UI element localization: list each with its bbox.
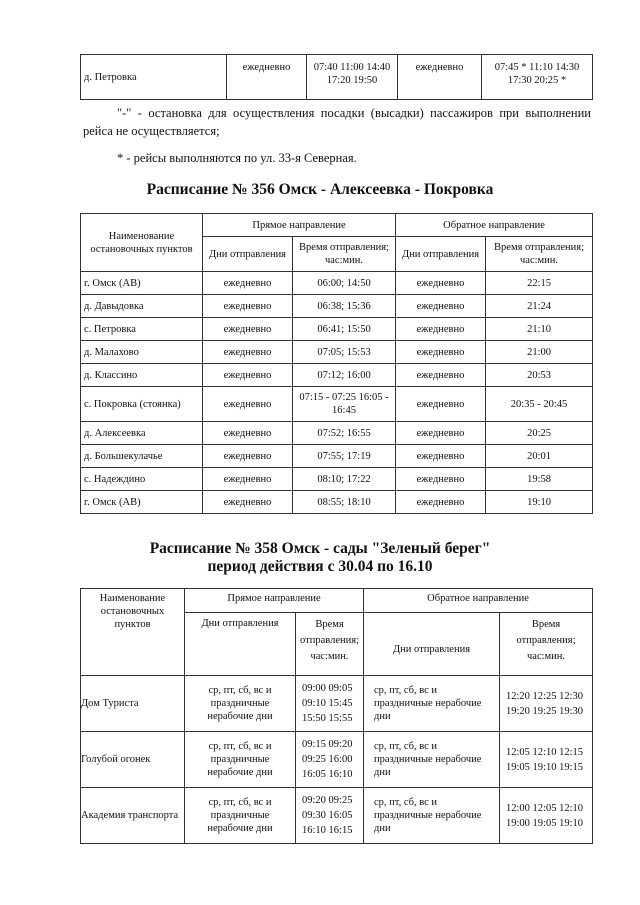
days-back: ежедневно [396,272,486,295]
schedule-358-title: Расписание № 358 Омск - сады "Зеленый берег" [149,540,491,557]
time-forward: 09:00 09:05 09:10 15:45 15:50 15:55 [296,676,364,732]
table-row [81,272,593,295]
time-forward: 07:52; 16:55 [293,422,396,445]
stop-name: д. Алексеевка [81,422,203,445]
table-row [81,676,593,732]
days-forward: ежедневно [203,468,293,491]
time-back: 21:24 [486,295,593,318]
stop-name: г. Омск (АВ) [81,272,203,295]
dash-note: "-" - остановка для осуществления посадки (высадки) пассажиров при выполнении рейса не осуществляется; [83,106,591,138]
days-forward: ежедневно [203,491,293,514]
table-row [81,788,593,844]
schedule-358-table [80,588,593,844]
days-back: ежедневно [398,55,482,100]
days-forward: ежедневно [203,272,293,295]
days-forward: ежедневно [203,318,293,341]
time-forward: 07:15 - 07:25 16:05 - 16:45 [293,387,396,422]
days-back: ежедневно [396,387,486,422]
stop-name: д. Малахово [81,341,203,364]
table-row [81,445,593,468]
time-back: 20:01 [486,445,593,468]
days-forward: ежедневно [203,295,293,318]
star-note: * - рейсы выполняются по ул. 33-я Северная. [117,151,357,165]
header-back: Обратное направление [396,214,593,237]
time-forward: 07:05; 15:53 [293,341,396,364]
header-time-back: Время отправления; час:мин. [500,613,593,676]
days-forward: ежедневно [203,445,293,468]
time-forward: 09:20 09:25 09:30 16:05 16:10 16:15 [296,788,364,844]
time-back: 20:25 [486,422,593,445]
time-back: 20:53 [486,364,593,387]
days-forward: ежедневно [203,422,293,445]
continuation-table [80,54,593,100]
days-forward: ср, пт, сб, вс и праздничные нерабочие дни [185,788,296,844]
schedule-356-table [80,213,593,514]
days-back: ежедневно [396,468,486,491]
time-back: 19:58 [486,468,593,491]
header-stops: Наименование остановочных пунктов [81,214,203,272]
days-back: ежедневно [396,341,486,364]
time-forward: 06:38; 15:36 [293,295,396,318]
stop-name: Дом Туриста [81,676,185,732]
header-days-forward: Дни отправления [185,613,296,676]
days-back: ср, пт, сб, вс и праздничные нерабочие дни [364,732,500,788]
time-forward: 06:00; 14:50 [293,272,396,295]
header-days-back: Дни отправления [396,237,486,272]
time-forward: 09:15 09:20 09:25 16:00 16:05 16:10 [296,732,364,788]
time-back: 12:05 12:10 12:15 19:05 19:10 19:15 [500,732,593,788]
stop-name: д. Классино [81,364,203,387]
table-row [81,491,593,514]
times-forward: 07:40 11:00 14:40 17:20 19:50 [307,55,398,100]
days-back: ср, пт, сб, вс и праздничные нерабочие дни [364,676,500,732]
table-row [81,732,593,788]
stop-name: с. Покровка (стоянка) [81,387,203,422]
days-back: ежедневно [396,295,486,318]
table-row [81,468,593,491]
stop-name: д. Петровка [81,55,227,100]
times-back: 07:45 * 11:10 14:30 17:30 20:25 * [482,55,593,100]
table-row [81,341,593,364]
days-back: ежедневно [396,364,486,387]
header-time-back: Время отправления; час:мин. [486,237,593,272]
stop-name: Голубой огонек [81,732,185,788]
time-back: 21:00 [486,341,593,364]
header-time-forward: Время отправления; час:мин. [293,237,396,272]
schedule-356-title: Расписание № 356 Омск - Алексеевка - Покровка [146,181,494,198]
days-forward: ежедневно [203,364,293,387]
header-forward: Прямое направление [185,589,364,613]
days-back: ежедневно [396,491,486,514]
stop-name: Академия транспорта [81,788,185,844]
time-forward: 07:12; 16:00 [293,364,396,387]
time-forward: 08:55; 18:10 [293,491,396,514]
schedule-358-period: период действия с 30.04 по 16.10 [207,558,433,575]
stop-name: г. Омск (АВ) [81,491,203,514]
time-back: 22:15 [486,272,593,295]
table-row [81,318,593,341]
table-row [81,364,593,387]
time-back: 21:10 [486,318,593,341]
days-forward: ср, пт, сб, вс и праздничные нерабочие дни [185,732,296,788]
stop-name: д. Большекулачье [81,445,203,468]
time-back: 12:00 12:05 12:10 19:00 19:05 19:10 [500,788,593,844]
days-back: ежедневно [396,422,486,445]
header-back: Обратное направление [364,589,593,613]
time-back: 12:20 12:25 12:30 19:20 19:25 19:30 [500,676,593,732]
stop-name: с. Петровка [81,318,203,341]
time-back: 20:35 - 20:45 [486,387,593,422]
days-back: ср, пт, сб, вс и праздничные нерабочие дни [364,788,500,844]
days-forward: ежедневно [227,55,307,100]
time-forward: 06:41; 15:50 [293,318,396,341]
time-back: 19:10 [486,491,593,514]
days-back: ежедневно [396,318,486,341]
days-back: ежедневно [396,445,486,468]
stop-name: д. Давыдовка [81,295,203,318]
header-days-forward: Дни отправления [203,237,293,272]
days-forward: ср, пт, сб, вс и праздничные нерабочие дни [185,676,296,732]
time-forward: 08:10; 17:22 [293,468,396,491]
stop-name: с. Надеждино [81,468,203,491]
table-row [81,295,593,318]
header-days-back: Дни отправления [364,613,500,676]
header-stops: Наименование остановочных пунктов [81,589,185,676]
table-row [81,387,593,422]
table-row [81,55,593,100]
days-forward: ежедневно [203,387,293,422]
time-forward: 07:55; 17:19 [293,445,396,468]
header-forward: Прямое направление [203,214,396,237]
days-forward: ежедневно [203,341,293,364]
table-row [81,422,593,445]
header-time-forward: Время отправления; час:мин. [296,613,364,676]
